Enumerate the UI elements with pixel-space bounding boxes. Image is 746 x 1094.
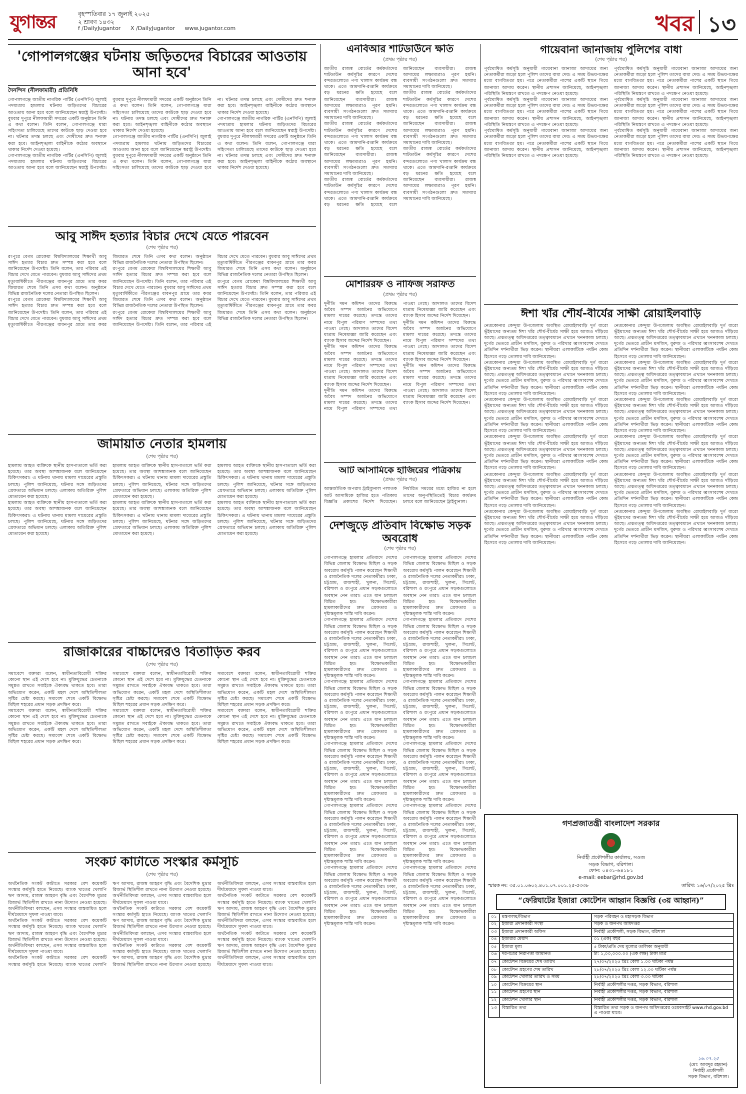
headline-sankat[interactable]: সংকট কাটাতে সংস্কার কর্মসূচি bbox=[85, 856, 239, 870]
signature-office: সড়ক বিভাগ, বরিশাল। bbox=[687, 1075, 729, 1080]
headline-deshjure[interactable]: দেশজুড়ে প্রতিবাদ বিক্ষোভ সড়ক অবরোধ bbox=[329, 520, 471, 545]
date-gregorian: বৃহস্পতিবার ১৭ জুলাই ২০২৫ bbox=[78, 11, 150, 18]
body-abu-sayeed: রংপুরে বেগম রোকেয়া বিশ্ববিদ্যালয়ের শিক্ষার্থী আবু সাঈদ হত্যার বিচার দ্রুত সম্পন্ন করা হবে বলে জানিয়েছেন উপদেষ্টা। তিনি বলেন, তার পরিবার এই বিচার দেখে যেতে পারবেন। বুধবার আবু সাঈদের প্রথম মৃত্যুবার্ষিকীতে পীরগঞ্জের বাবনপুর গ্রামে তার কবর জিয়ারত শেষে তিনি এসব কথা বলেন। অনুষ্ঠানে বিভিন্ন রাজনৈতিক দলের নেতারা উপস্থিত ছিলেন। রংপুরে বেগম রোকেয়া বিশ্ববিদ্যালয়ের শিক্ষার্থী আবু সাঈদ হত্যার বিচার দ্রুত সম্পন্ন করা হবে বলে জানিয়েছেন উপদেষ্টা। তিনি বলেন, তার পরিবার এই বিচার দেখে যেতে পারবেন। বুধবার আবু সাঈদের প্রথম মৃত্যুবার্ষিকীতে পীরগঞ্জের বাবনপুর গ্রামে তার কবর জিয়ারত শেষে তিনি এসব কথা বলেন। অনুষ্ঠানে বিভিন্ন রাজনৈতিক দলের নেতারা উপস্থিত ছিলেন। রংপুরে বেগম রোকেয়া বিশ্ববিদ্যালয়ের শিক্ষার্থী আবু সাঈদ হত্যার বিচার দ্রুত সম্পন্ন করা হবে বলে জানিয়েছেন উপদেষ্টা। তিনি বলেন, তার পরিবার এই বিচার দেখে যেতে পারবেন। বুধবার আবু সাঈদের প্রথম মৃত্যুবার্ষিকীতে পীরগঞ্জের বাবনপুর গ্রামে তার কবর জিয়ারত শেষে তিনি এসব কথা বলেন। অনুষ্ঠানে বিভিন্ন রাজনৈতিক দলের নেতারা উপস্থিত ছিলেন। রংপুরে বেগম রোকেয়া বিশ্ববিদ্যালয়ের শিক্ষার্থী আবু সাঈদ হত্যার বিচার দ্রুত সম্পন্ন করা হবে বলে জানিয়েছেন উপদেষ্টা। তিনি বলেন, তার পরিবার এই বিচার দেখে যেতে পারবেন। বুধবার আবু সাঈদের প্রথম মৃত্যুবার্ষিকীতে পীরগঞ্জের বাবনপুর গ্রামে তার কবর জিয়ারত শেষে তিনি এসব কথা বলেন। অনুষ্ঠানে বিভিন্ন রাজনৈতিক দলের নেতারা উপস্থিত ছিলেন। রংপুরে বেগম রোকেয়া বিশ্ববিদ্যালয়ের শিক্ষার্থী আবু সাঈদ হত্যার বিচার দ্রুত সম্পন্ন করা হবে বলে জানিয়েছেন উপদেষ্টা। তিনি বলেন, তার পরিবার এই বিচার দেখে যেতে পারবেন। বুধবার আবু সাঈদের প্রথম মৃত্যুবার্ষিকীতে পীরগঞ্জের বাবনপুর গ্রামে তার কবর জিয়ারত শেষে তিনি এসব কথা বলেন। অনুষ্ঠানে বিভিন্ন রাজনৈতিক দলের নেতারা উপস্থিত ছিলেন। bbox=[8, 254, 316, 329]
section-rule bbox=[8, 226, 316, 227]
notice-cell-value: বিস্তারিত তথ্য সড়ক ও জনপথ অধিদপ্তরের ওয়েবসাইট www.rhd.gov.bd এ পাওয়া যাবে। bbox=[591, 1005, 733, 1018]
body-shutdown: জাতীয় রাজস্ব বোর্ডের কর্মকর্তাদের শাটডাউন কর্মসূচির কারণে দেশের বন্দরগুলোতে পণ্য খালাস কার্যক্রম বন্ধ থাকে। এতে আমদানি-রপ্তানি কার্যক্রমে বড় ধরনের ক্ষতি হয়েছে বলে জানিয়েছেন ব্যবসায়ীরা। রাজস্ব আদায়ের লক্ষ্যমাত্রাও পূরণ হয়নি। ব্যবসায়ী সংগঠনগুলো দ্রুত সমস্যার সমাধানের দাবি জানিয়েছে। জাতীয় রাজস্ব বোর্ডের কর্মকর্তাদের শাটডাউন কর্মসূচির কারণে দেশের বন্দরগুলোতে পণ্য খালাস কার্যক্রম বন্ধ থাকে। এতে আমদানি-রপ্তানি কার্যক্রমে বড় ধরনের ক্ষতি হয়েছে বলে জানিয়েছেন ব্যবসায়ীরা। রাজস্ব আদায়ের লক্ষ্যমাত্রাও পূরণ হয়নি। ব্যবসায়ী সংগঠনগুলো দ্রুত সমস্যার সমাধানের দাবি জানিয়েছে। জাতীয় রাজস্ব বোর্ডের কর্মকর্তাদের শাটডাউন কর্মসূচির কারণে দেশের বন্দরগুলোতে পণ্য খালাস কার্যক্রম বন্ধ থাকে। এতে আমদানি-রপ্তানি কার্যক্রমে বড় ধরনের ক্ষতি হয়েছে বলে জানিয়েছেন ব্যবসায়ীরা। রাজস্ব আদায়ের লক্ষ্যমাত্রাও পূরণ হয়নি। ব্যবসায়ী সংগঠনগুলো দ্রুত সমস্যার সমাধানের দাবি জানিয়েছে। জাতীয় রাজস্ব বোর্ডের কর্মকর্তাদের শাটডাউন কর্মসূচির কারণে দেশের বন্দরগুলোতে পণ্য খালাস কার্যক্রম বন্ধ থাকে। এতে আমদানি-রপ্তানি কার্যক্রমে বড় ধরনের ক্ষতি হয়েছে বলে জানিয়েছেন ব্যবসায়ীরা। রাজস্ব আদায়ের লক্ষ্যমাত্রাও পূরণ হয়নি। ব্যবসায়ী সংগঠনগুলো দ্রুত সমস্যার সমাধানের দাবি জানিয়েছে। জাতীয় রাজস্ব বোর্ডের কর্মকর্তাদের শাটডাউন কর্মসূচির কারণে দেশের বন্দরগুলোতে পণ্য খালাস কার্যক্রম বন্ধ থাকে। এতে আমদানি-রপ্তানি কার্যক্রমে বড় ধরনের ক্ষতি হয়েছে বলে জানিয়েছেন ব্যবসায়ীরা। রাজস্ব আদায়ের লক্ষ্যমাত্রাও পূরণ হয়নি। ব্যবসায়ী সংগঠনগুলো দ্রুত সমস্যার সমাধানের দাবি জানিয়েছে। bbox=[324, 66, 476, 208]
kicker-deshjure: (শেষ পৃষ্ঠার পর) bbox=[384, 546, 416, 553]
notice-cell-sl: ১২ bbox=[489, 997, 500, 1005]
kicker-gaibandha: (শেষ পৃষ্ঠার পর) bbox=[595, 57, 627, 64]
story-isha-kha bbox=[484, 308, 738, 808]
notice-cell-label: ইজারা মূল্য bbox=[499, 944, 591, 952]
body-gopalganj: গোপালগঞ্জে জাতীয় নাগরিক পার্টির (এনসিপি) জুলাই পদযাত্রায় হামলার ঘটনায় জড়িতদের বিচারের আওতায় আনা হবে বলে জানিয়েছেন স্বরাষ্ট্র উপদেষ্টা। বুধবার দুপুরে নীলফামারী সদরের একটি অনুষ্ঠানে তিনি এ কথা বলেন। তিনি বলেন, গোপালগঞ্জে যারা সহিংসতা চালিয়েছে তাদের কাউকে ছাড় দেওয়া হবে না। ঘটনার তদন্ত চলছে এবং দোষীদের দ্রুত শনাক্ত করা হবে। আইনশৃঙ্খলা বাহিনীকে কঠোর অবস্থানে থাকার নির্দেশ দেওয়া হয়েছে। গোপালগঞ্জে জাতীয় নাগরিক পার্টির (এনসিপি) জুলাই পদযাত্রায় হামলার ঘটনায় জড়িতদের বিচারের আওতায় আনা হবে বলে জানিয়েছেন স্বরাষ্ট্র উপদেষ্টা। বুধবার দুপুরে নীলফামারী সদরের একটি অনুষ্ঠানে তিনি এ কথা বলেন। তিনি বলেন, গোপালগঞ্জে যারা সহিংসতা চালিয়েছে তাদের কাউকে ছাড় দেওয়া হবে না। ঘটনার তদন্ত চলছে এবং দোষীদের দ্রুত শনাক্ত করা হবে। আইনশৃঙ্খলা বাহিনীকে কঠোর অবস্থানে থাকার নির্দেশ দেওয়া হয়েছে। গোপালগঞ্জে জাতীয় নাগরিক পার্টির (এনসিপি) জুলাই পদযাত্রায় হামলার ঘটনায় জড়িতদের বিচারের আওতায় আনা হবে বলে জানিয়েছেন স্বরাষ্ট্র উপদেষ্টা। বুধবার দুপুরে নীলফামারী সদরের একটি অনুষ্ঠানে তিনি এ কথা বলেন। তিনি বলেন, গোপালগঞ্জে যারা সহিংসতা চালিয়েছে তাদের কাউকে ছাড় দেওয়া হবে না। ঘটনার তদন্ত চলছে এবং দোষীদের দ্রুত শনাক্ত করা হবে। আইনশৃঙ্খলা বাহিনীকে কঠোর অবস্থানে থাকার নির্দেশ দেওয়া হয়েছে। গোপালগঞ্জে জাতীয় নাগরিক পার্টির (এনসিপি) জুলাই পদযাত্রায় হামলার ঘটনায় জড়িতদের বিচারের আওতায় আনা হবে বলে জানিয়েছেন স্বরাষ্ট্র উপদেষ্টা। বুধবার দুপুরে নীলফামারী সদরের একটি অনুষ্ঠানে তিনি এ কথা বলেন। তিনি বলেন, গোপালগঞ্জে যারা সহিংসতা চালিয়েছে তাদের কাউকে ছাড় দেওয়া হবে না। ঘটনার তদন্ত চলছে এবং দোষীদের দ্রুত শনাক্ত করা হবে। আইনশৃঙ্খলা বাহিনীকে কঠোর অবস্থানে থাকার নির্দেশ দেওয়া হয়েছে। bbox=[8, 98, 316, 172]
notice-email[interactable]: e-mail: eebar@rhd.gov.bd bbox=[578, 874, 644, 881]
byline-gopalganj: দৈনন্দিন (নীলফামারী) প্রতিনিধি bbox=[8, 88, 78, 95]
body-jamaat: হামলায় আহত ব্যক্তিকে স্থানীয় হাসপাতালে ভর্তি করা হয়েছে। তার অবস্থা আশঙ্কাজনক বলে জানিয়েছেন চিকিৎসকরা। এ ঘটনায় থানায় মামলা দায়েরের প্রস্তুতি চলছে। পুলিশ জানিয়েছে, ঘটনার সঙ্গে জড়িতদের গ্রেফতারে অভিযান চলছে। এলাকায় অতিরিক্ত পুলিশ মোতায়েন করা হয়েছে। হামলায় আহত ব্যক্তিকে স্থানীয় হাসপাতালে ভর্তি করা হয়েছে। তার অবস্থা আশঙ্কাজনক বলে জানিয়েছেন চিকিৎসকরা। এ ঘটনায় থানায় মামলা দায়েরের প্রস্তুতি চলছে। পুলিশ জানিয়েছে, ঘটনার সঙ্গে জড়িতদের গ্রেফতারে অভিযান চলছে। এলাকায় অতিরিক্ত পুলিশ মোতায়েন করা হয়েছে। হামলায় আহত ব্যক্তিকে স্থানীয় হাসপাতালে ভর্তি করা হয়েছে। তার অবস্থা আশঙ্কাজনক বলে জানিয়েছেন চিকিৎসকরা। এ ঘটনায় থানায় মামলা দায়েরের প্রস্তুতি চলছে। পুলিশ জানিয়েছে, ঘটনার সঙ্গে জড়িতদের গ্রেফতারে অভিযান চলছে। এলাকায় অতিরিক্ত পুলিশ মোতায়েন করা হয়েছে। হামলায় আহত ব্যক্তিকে স্থানীয় হাসপাতালে ভর্তি করা হয়েছে। তার অবস্থা আশঙ্কাজনক বলে জানিয়েছেন চিকিৎসকরা। এ ঘটনায় থানায় মামলা দায়েরের প্রস্তুতি চলছে। পুলিশ জানিয়েছে, ঘটনার সঙ্গে জড়িতদের গ্রেফতারে অভিযান চলছে। এলাকায় অতিরিক্ত পুলিশ মোতায়েন করা হয়েছে। হামলায় আহত ব্যক্তিকে স্থানীয় হাসপাতালে ভর্তি করা হয়েছে। তার অবস্থা আশঙ্কাজনক বলে জানিয়েছেন চিকিৎসকরা। এ ঘটনায় থানায় মামলা দায়েরের প্রস্তুতি চলছে। পুলিশ জানিয়েছে, ঘটনার সঙ্গে জড়িতদের গ্রেফতারে অভিযান চলছে। এলাকায় অতিরিক্ত পুলিশ মোতায়েন করা হয়েছে। হামলায় আহত ব্যক্তিকে স্থানীয় হাসপাতালে ভর্তি করা হয়েছে। তার অবস্থা আশঙ্কাজনক বলে জানিয়েছেন চিকিৎসকরা। এ ঘটনায় থানায় মামলা দায়েরের প্রস্তুতি চলছে। পুলিশ জানিয়েছে, ঘটনার সঙ্গে জড়িতদের গ্রেফতারে অভিযান চলছে। এলাকায় অতিরিক্ত পুলিশ মোতায়েন করা হয়েছে। bbox=[8, 463, 316, 538]
story-deshjure bbox=[324, 520, 476, 1084]
kicker-atk: (প্রথম পৃষ্ঠার পর) bbox=[383, 477, 417, 484]
story-razakar bbox=[8, 646, 316, 846]
notice-cell-label: কোটেশন বিক্রয়ের শেষ তারিখ bbox=[499, 959, 591, 967]
notice-cell-label: ইজারা প্রদানকারী সংস্থা bbox=[499, 921, 591, 929]
notice-cell-value: ২৮/০৭/২০২৫ খ্রিঃ বেলা ১২.০০ ঘটিকা পর্যন্ত bbox=[591, 967, 733, 975]
body-sankat: অর্থনৈতিক সংকট কাটাতে সরকার বেশ কয়েকটি সংস্কার কর্মসূচি হাতে নিয়েছে। ব্যাংক খাতের খেলাপি ঋণ আদায়, রাজস্ব আহরণ বৃদ্ধি এবং বৈদেশিক মুদ্রার রিজার্ভ স্থিতিশীল রাখতে নানা উদ্যোগ নেওয়া হয়েছে। অর্থনীতিবিদরা বলছেন, এসব সংস্কার বাস্তবায়িত হলে দীর্ঘমেয়াদে সুফল পাওয়া যাবে। অর্থনৈতিক সংকট কাটাতে সরকার বেশ কয়েকটি সংস্কার কর্মসূচি হাতে নিয়েছে। ব্যাংক খাতের খেলাপি ঋণ আদায়, রাজস্ব আহরণ বৃদ্ধি এবং বৈদেশিক মুদ্রার রিজার্ভ স্থিতিশীল রাখতে নানা উদ্যোগ নেওয়া হয়েছে। অর্থনীতিবিদরা বলছেন, এসব সংস্কার বাস্তবায়িত হলে দীর্ঘমেয়াদে সুফল পাওয়া যাবে। অর্থনৈতিক সংকট কাটাতে সরকার বেশ কয়েকটি সংস্কার কর্মসূচি হাতে নিয়েছে। ব্যাংক খাতের খেলাপি ঋণ আদায়, রাজস্ব আহরণ বৃদ্ধি এবং বৈদেশিক মুদ্রার রিজার্ভ স্থিতিশীল রাখতে নানা উদ্যোগ নেওয়া হয়েছে। অর্থনীতিবিদরা বলছেন, এসব সংস্কার বাস্তবায়িত হলে দীর্ঘমেয়াদে সুফল পাওয়া যাবে। অর্থনৈতিক সংকট কাটাতে সরকার বেশ কয়েকটি সংস্কার কর্মসূচি হাতে নিয়েছে। ব্যাংক খাতের খেলাপি ঋণ আদায়, রাজস্ব আহরণ বৃদ্ধি এবং বৈদেশিক মুদ্রার রিজার্ভ স্থিতিশীল রাখতে নানা উদ্যোগ নেওয়া হয়েছে। অর্থনীতিবিদরা বলছেন, এসব সংস্কার বাস্তবায়িত হলে দীর্ঘমেয়াদে সুফল পাওয়া যাবে। অর্থনৈতিক সংকট কাটাতে সরকার বেশ কয়েকটি সংস্কার কর্মসূচি হাতে নিয়েছে। ব্যাংক খাতের খেলাপি ঋণ আদায়, রাজস্ব আহরণ বৃদ্ধি এবং বৈদেশিক মুদ্রার রিজার্ভ স্থিতিশীল রাখতে নানা উদ্যোগ নেওয়া হয়েছে। অর্থনীতিবিদরা বলছেন, এসব সংস্কার বাস্তবায়িত হলে দীর্ঘমেয়াদে সুফল পাওয়া যাবে। অর্থনৈতিক সংকট কাটাতে সরকার বেশ কয়েকটি সংস্কার কর্মসূচি হাতে নিয়েছে। ব্যাংক খাতের খেলাপি ঋণ আদায়, রাজস্ব আহরণ বৃদ্ধি এবং বৈদেশিক মুদ্রার রিজার্ভ স্থিতিশীল রাখতে নানা উদ্যোগ নেওয়া হয়েছে। অর্থনীতিবিদরা বলছেন, এসব সংস্কার বাস্তবায়িত হলে দীর্ঘমেয়াদে সুফল পাওয়া যাবে। অর্থনৈতিক সংকট কাটাতে সরকার বেশ কয়েকটি সংস্কার কর্মসূচি হাতে নিয়েছে। ব্যাংক খাতের খেলাপি ঋণ আদায়, রাজস্ব আহরণ বৃদ্ধি এবং বৈদেশিক মুদ্রার রিজার্ভ স্থিতিশীল রাখতে নানা উদ্যোগ নেওয়া হয়েছে। অর্থনীতিবিদরা বলছেন, এসব সংস্কার বাস্তবায়িত হলে দীর্ঘমেয়াদে সুফল পাওয়া যাবে। bbox=[8, 881, 316, 968]
notice-cell-label: কোটেশন খোলার তারিখ ও সময় bbox=[499, 974, 591, 982]
notice-table bbox=[488, 913, 734, 1018]
notice-cell-sl: ০৮ bbox=[489, 967, 500, 975]
notice-meta bbox=[488, 883, 734, 891]
kicker-razakar: (শেষ পৃষ্ঠার পর) bbox=[146, 661, 178, 668]
notice-cell-label: কোটেশন গ্রহণের স্থান bbox=[499, 989, 591, 997]
notice-cell-value: ২৮/০৭/২০২৫ খ্রিঃ বেলা ৩.০০ ঘটিকা bbox=[591, 974, 733, 982]
headline-razakar[interactable]: রাজাকারের বাচ্চাদেরও বিতাড়িত করব bbox=[63, 646, 261, 660]
notice-signature bbox=[688, 1057, 729, 1081]
body-isha-kha: নেত্রকোনার কেন্দুয়া উপজেলায় অবস্থিত রোয়াইলবাড়ি দুর্গ বারো ভূঁইয়াদের অন্যতম ঈশা খাঁর শৌর্য-বীর্যের সাক্ষী হয়ে আজও দাঁড়িয়ে আছে। প্রত্নতত্ত্ব অধিদপ্তরের তত্ত্বাবধানে এখানে খননকাজ চলছে। দুর্গের ভেতরে প্রাচীন মসজিদ, বুরুজ ও পরিখার ধ্বংসাবশেষ দেখতে প্রতিদিন দর্শনার্থীরা ভিড় করেন। স্থানীয়রা এলাকাটিকে পর্যটন কেন্দ্র হিসেবে গড়ে তোলার দাবি জানিয়েছেন। নেত্রকোনার কেন্দুয়া উপজেলায় অবস্থিত রোয়াইলবাড়ি দুর্গ বারো ভূঁইয়াদের অন্যতম ঈশা খাঁর শৌর্য-বীর্যের সাক্ষী হয়ে আজও দাঁড়িয়ে আছে। প্রত্নতত্ত্ব অধিদপ্তরের তত্ত্বাবধানে এখানে খননকাজ চলছে। দুর্গের ভেতরে প্রাচীন মসজিদ, বুরুজ ও পরিখার ধ্বংসাবশেষ দেখতে প্রতিদিন দর্শনার্থীরা ভিড় করেন। স্থানীয়রা এলাকাটিকে পর্যটন কেন্দ্র হিসেবে গড়ে তোলার দাবি জানিয়েছেন। নেত্রকোনার কেন্দুয়া উপজেলায় অবস্থিত রোয়াইলবাড়ি দুর্গ বারো ভূঁইয়াদের অন্যতম ঈশা খাঁর শৌর্য-বীর্যের সাক্ষী হয়ে আজও দাঁড়িয়ে আছে। প্রত্নতত্ত্ব অধিদপ্তরের তত্ত্বাবধানে এখানে খননকাজ চলছে। দুর্গের ভেতরে প্রাচীন মসজিদ, বুরুজ ও পরিখার ধ্বংসাবশেষ দেখতে প্রতিদিন দর্শনার্থীরা ভিড় করেন। স্থানীয়রা এলাকাটিকে পর্যটন কেন্দ্র হিসেবে গড়ে তোলার দাবি জানিয়েছেন। নেত্রকোনার কেন্দুয়া উপজেলায় অবস্থিত রোয়াইলবাড়ি দুর্গ বারো ভূঁইয়াদের অন্যতম ঈশা খাঁর শৌর্য-বীর্যের সাক্ষী হয়ে আজও দাঁড়িয়ে আছে। প্রত্নতত্ত্ব অধিদপ্তরের তত্ত্বাবধানে এখানে খননকাজ চলছে। দুর্গের ভেতরে প্রাচীন মসজিদ, বুরুজ ও পরিখার ধ্বংসাবশেষ দেখতে প্রতিদিন দর্শনার্থীরা ভিড় করেন। স্থানীয়রা এলাকাটিকে পর্যটন কেন্দ্র হিসেবে গড়ে তোলার দাবি জানিয়েছেন। নেত্রকোনার কেন্দুয়া উপজেলায় অবস্থিত রোয়াইলবাড়ি দুর্গ বারো ভূঁইয়াদের অন্যতম ঈশা খাঁর শৌর্য-বীর্যের সাক্ষী হয়ে আজও দাঁড়িয়ে আছে। প্রত্নতত্ত্ব অধিদপ্তরের তত্ত্বাবধানে এখানে খননকাজ চলছে। দুর্গের ভেতরে প্রাচীন মসজিদ, বুরুজ ও পরিখার ধ্বংসাবশেষ দেখতে প্রতিদিন দর্শনার্থীরা ভিড় করেন। স্থানীয়রা এলাকাটিকে পর্যটন কেন্দ্র হিসেবে গড়ে তোলার দাবি জানিয়েছেন। নেত্রকোনার কেন্দুয়া উপজেলায় অবস্থিত রোয়াইলবাড়ি দুর্গ বারো ভূঁইয়াদের অন্যতম ঈশা খাঁর শৌর্য-বীর্যের সাক্ষী হয়ে আজও দাঁড়িয়ে আছে। প্রত্নতত্ত্ব অধিদপ্তরের তত্ত্বাবধানে এখানে খননকাজ চলছে। দুর্গের ভেতরে প্রাচীন মসজিদ, বুরুজ ও পরিখার ধ্বংসাবশেষ দেখতে প্রতিদিন দর্শনার্থীরা ভিড় করেন। স্থানীয়রা এলাকাটিকে পর্যটন কেন্দ্র হিসেবে গড়ে তোলার দাবি জানিয়েছেন। নেত্রকোনার কেন্দুয়া উপজেলায় অবস্থিত রোয়াইলবাড়ি দুর্গ বারো ভূঁইয়াদের অন্যতম ঈশা খাঁর শৌর্য-বীর্যের সাক্ষী হয়ে আজও দাঁড়িয়ে আছে। প্রত্নতত্ত্ব অধিদপ্তরের তত্ত্বাবধানে এখানে খননকাজ চলছে। দুর্গের ভেতরে প্রাচীন মসজিদ, বুরুজ ও পরিখার ধ্বংসাবশেষ দেখতে প্রতিদিন দর্শনার্থীরা ভিড় করেন। স্থানীয়রা এলাকাটিকে পর্যটন কেন্দ্র হিসেবে গড়ে তোলার দাবি জানিয়েছেন। নেত্রকোনার কেন্দুয়া উপজেলায় অবস্থিত রোয়াইলবাড়ি দুর্গ বারো ভূঁইয়াদের অন্যতম ঈশা খাঁর শৌর্য-বীর্যের সাক্ষী হয়ে আজও দাঁড়িয়ে আছে। প্রত্নতত্ত্ব অধিদপ্তরের তত্ত্বাবধানে এখানে খননকাজ চলছে। দুর্গের ভেতরে প্রাচীন মসজিদ, বুরুজ ও পরিখার ধ্বংসাবশেষ দেখতে প্রতিদিন দর্শনার্থীরা ভিড় করেন। স্থানীয়রা এলাকাটিকে পর্যটন কেন্দ্র হিসেবে গড়ে তোলার দাবি জানিয়েছেন। নেত্রকোনার কেন্দুয়া উপজেলায় অবস্থিত রোয়াইলবাড়ি দুর্গ বারো ভূঁইয়াদের অন্যতম ঈশা খাঁর শৌর্য-বীর্যের সাক্ষী হয়ে আজও দাঁড়িয়ে আছে। প্রত্নতত্ত্ব অধিদপ্তরের তত্ত্বাবধানে এখানে খননকাজ চলছে। দুর্গের ভেতরে প্রাচীন মসজিদ, বুরুজ ও পরিখার ধ্বংসাবশেষ দেখতে প্রতিদিন দর্শনার্থীরা ভিড় করেন। স্থানীয়রা এলাকাটিকে পর্যটন কেন্দ্র হিসেবে গড়ে তোলার দাবি জানিয়েছেন। নেত্রকোনার কেন্দুয়া উপজেলায় অবস্থিত রোয়াইলবাড়ি দুর্গ বারো ভূঁইয়াদের অন্যতম ঈশা খাঁর শৌর্য-বীর্যের সাক্ষী হয়ে আজও দাঁড়িয়ে আছে। প্রত্নতত্ত্ব অধিদপ্তরের তত্ত্বাবধানে এখানে খননকাজ চলছে। দুর্গের ভেতরে প্রাচীন মসজিদ, বুরুজ ও পরিখার ধ্বংসাবশেষ দেখতে প্রতিদিন দর্শনার্থীরা ভিড় করেন। স্থানীয়রা এলাকাটিকে পর্যটন কেন্দ্র হিসেবে গড়ে তোলার দাবি জানিয়েছেন। নেত্রকোনার কেন্দুয়া উপজেলায় অবস্থিত রোয়াইলবাড়ি দুর্গ বারো ভূঁইয়াদের অন্যতম ঈশা খাঁর শৌর্য-বীর্যের সাক্ষী হয়ে আজও দাঁড়িয়ে আছে। প্রত্নতত্ত্ব অধিদপ্তরের তত্ত্বাবধানে এখানে খননকাজ চলছে। দুর্গের ভেতরে প্রাচীন মসজিদ, বুরুজ ও পরিখার ধ্বংসাবশেষ দেখতে প্রতিদিন দর্শনার্থীরা ভিড় করেন। স্থানীয়রা এলাকাটিকে পর্যটন কেন্দ্র হিসেবে গড়ে তোলার দাবি জানিয়েছেন। নেত্রকোনার কেন্দুয়া উপজেলায় অবস্থিত রোয়াইলবাড়ি দুর্গ বারো ভূঁইয়াদের অন্যতম ঈশা খাঁর শৌর্য-বীর্যের সাক্ষী হয়ে আজও দাঁড়িয়ে আছে। প্রত্নতত্ত্ব অধিদপ্তরের তত্ত্বাবধানে এখানে খননকাজ চলছে। দুর্গের ভেতরে প্রাচীন মসজিদ, বুরুজ ও পরিখার ধ্বংসাবশেষ দেখতে প্রতিদিন দর্শনার্থীরা ভিড় করেন। স্থানীয়রা এলাকাটিকে পর্যটন কেন্দ্র হিসেবে গড়ে তোলার দাবি জানিয়েছেন। bbox=[484, 323, 738, 546]
notice-row bbox=[489, 982, 734, 990]
section-rule bbox=[324, 276, 476, 277]
notice-date: তারিখ: ১৬/০৭/২০২৫ খ্রিঃ bbox=[681, 884, 734, 889]
notice-cell-value: সড়ক ও জনপথ অধিদপ্তর bbox=[591, 921, 733, 929]
section-rule bbox=[8, 642, 316, 643]
newspaper-page bbox=[8, 6, 738, 1088]
notice-row bbox=[489, 944, 734, 952]
headline-atk[interactable]: আট আসামিকে হাজিরের পত্রিকায় bbox=[338, 466, 462, 476]
notice-cell-sl: ০৪ bbox=[489, 936, 500, 944]
notice-cell-value: ২৭/০৭/২০২৫ খ্রিঃ বেলা ১.০০ ঘটিকা পর্যন্ত bbox=[591, 959, 733, 967]
section-rule bbox=[484, 304, 738, 305]
notice-cell-value: নির্বাহী প্রকৌশলীর দপ্তর, সড়ক বিভাগ, বরিশাল bbox=[591, 997, 733, 1005]
section-title: খবর bbox=[655, 11, 694, 37]
notice-cell-label: কোটেশন খোলার স্থান bbox=[499, 997, 591, 1005]
notice-row bbox=[489, 997, 734, 1005]
notice-cell-value: ৫ টাকা/প্রতি দেয় মূল্যের তালিকা অনুযায়ী bbox=[591, 944, 733, 952]
notice-cell-value: টা: ১,০০,০০০.০০ (এক লক্ষ) টাকা মাত্র bbox=[591, 951, 733, 959]
signature-date: ১৬.০৭.২৫ bbox=[698, 1057, 719, 1062]
headline-mosharraf[interactable]: মোশাররফ ও নাফিজ সরাফত bbox=[345, 280, 455, 290]
notice-row bbox=[489, 951, 734, 959]
headline-gopalganj[interactable]: 'গোপালগঞ্জের ঘটনায় জড়িতদের বিচারের আওতায় আনা হবে' bbox=[8, 44, 316, 86]
section-rule bbox=[8, 434, 316, 435]
notice-cell-sl: ০৫ bbox=[489, 944, 500, 952]
story-abu-sayeed bbox=[8, 230, 316, 430]
story-gaibandha bbox=[484, 44, 738, 300]
body-razakar: সমাবেশে বক্তারা বলেন, স্বাধীনতাবিরোধী শক্তির কোনো স্থান এই দেশে হবে না। মুক্তিযুদ্ধের চেতনাকে সমুন্নত রাখতে সবাইকে ঐক্যবদ্ধ থাকতে হবে। তারা অভিযোগ করেন, একটি মহল দেশে অস্থিতিশীলতা সৃষ্টির চেষ্টা করছে। সমাবেশ শেষে একটি বিক্ষোভ মিছিল শহরের প্রধান সড়ক প্রদক্ষিণ করে। সমাবেশে বক্তারা বলেন, স্বাধীনতাবিরোধী শক্তির কোনো স্থান এই দেশে হবে না। মুক্তিযুদ্ধের চেতনাকে সমুন্নত রাখতে সবাইকে ঐক্যবদ্ধ থাকতে হবে। তারা অভিযোগ করেন, একটি মহল দেশে অস্থিতিশীলতা সৃষ্টির চেষ্টা করছে। সমাবেশ শেষে একটি বিক্ষোভ মিছিল শহরের প্রধান সড়ক প্রদক্ষিণ করে। সমাবেশে বক্তারা বলেন, স্বাধীনতাবিরোধী শক্তির কোনো স্থান এই দেশে হবে না। মুক্তিযুদ্ধের চেতনাকে সমুন্নত রাখতে সবাইকে ঐক্যবদ্ধ থাকতে হবে। তারা অভিযোগ করেন, একটি মহল দেশে অস্থিতিশীলতা সৃষ্টির চেষ্টা করছে। সমাবেশ শেষে একটি বিক্ষোভ মিছিল শহরের প্রধান সড়ক প্রদক্ষিণ করে। সমাবেশে বক্তারা বলেন, স্বাধীনতাবিরোধী শক্তির কোনো স্থান এই দেশে হবে না। মুক্তিযুদ্ধের চেতনাকে সমুন্নত রাখতে সবাইকে ঐক্যবদ্ধ থাকতে হবে। তারা অভিযোগ করেন, একটি মহল দেশে অস্থিতিশীলতা সৃষ্টির চেষ্টা করছে। সমাবেশ শেষে একটি বিক্ষোভ মিছিল শহরের প্রধান সড়ক প্রদক্ষিণ করে। সমাবেশে বক্তারা বলেন, স্বাধীনতাবিরোধী শক্তির কোনো স্থান এই দেশে হবে না। মুক্তিযুদ্ধের চেতনাকে সমুন্নত রাখতে সবাইকে ঐক্যবদ্ধ থাকতে হবে। তারা অভিযোগ করেন, একটি মহল দেশে অস্থিতিশীলতা সৃষ্টির চেষ্টা করছে। সমাবেশ শেষে একটি বিক্ষোভ মিছিল শহরের প্রধান সড়ক প্রদক্ষিণ করে। সমাবেশে বক্তারা বলেন, স্বাধীনতাবিরোধী শক্তির কোনো স্থান এই দেশে হবে না। মুক্তিযুদ্ধের চেতনাকে সমুন্নত রাখতে সবাইকে ঐক্যবদ্ধ থাকতে হবে। তারা অভিযোগ করেন, একটি মহল দেশে অস্থিতিশীলতা সৃষ্টির চেষ্টা করছে। সমাবেশ শেষে একটি বিক্ষোভ মিছিল শহরের প্রধান সড়ক প্রদক্ষিণ করে। bbox=[8, 671, 316, 746]
notice-cell-label: ইজারা প্রদানকারী অফিস bbox=[499, 929, 591, 937]
notice-cell-label: ইজারার মেয়াদ bbox=[499, 936, 591, 944]
notice-row bbox=[489, 914, 734, 922]
notice-cell-sl: ০১ bbox=[489, 914, 500, 922]
government-emblem-icon bbox=[601, 833, 621, 853]
body-deshjure: গোপালগঞ্জে হামলার প্রতিবাদে দেশের বিভিন্ন জেলায় বিক্ষোভ মিছিল ও সড়ক অবরোধ কর্মসূচি পালন করেছেন শিক্ষার্থী ও রাজনৈতিক দলের নেতাকর্মীরা। ঢাকা, চট্টগ্রাম, রাজশাহী, খুলনা, সিলেট, বরিশাল ও রংপুরে প্রধান সড়কগুলোতে অবস্থান নেন তারা। এতে যান চলাচল বিঘ্নিত হয়। বিক্ষোভকারীরা হামলাকারীদের দ্রুত গ্রেফতার ও দৃষ্টান্তমূলক শাস্তি দাবি করেন। গোপালগঞ্জে হামলার প্রতিবাদে দেশের বিভিন্ন জেলায় বিক্ষোভ মিছিল ও সড়ক অবরোধ কর্মসূচি পালন করেছেন শিক্ষার্থী ও রাজনৈতিক দলের নেতাকর্মীরা। ঢাকা, চট্টগ্রাম, রাজশাহী, খুলনা, সিলেট, বরিশাল ও রংপুরে প্রধান সড়কগুলোতে অবস্থান নেন তারা। এতে যান চলাচল বিঘ্নিত হয়। বিক্ষোভকারীরা হামলাকারীদের দ্রুত গ্রেফতার ও দৃষ্টান্তমূলক শাস্তি দাবি করেন। গোপালগঞ্জে হামলার প্রতিবাদে দেশের বিভিন্ন জেলায় বিক্ষোভ মিছিল ও সড়ক অবরোধ কর্মসূচি পালন করেছেন শিক্ষার্থী ও রাজনৈতিক দলের নেতাকর্মীরা। ঢাকা, চট্টগ্রাম, রাজশাহী, খুলনা, সিলেট, বরিশাল ও রংপুরে প্রধান সড়কগুলোতে অবস্থান নেন তারা। এতে যান চলাচল বিঘ্নিত হয়। বিক্ষোভকারীরা হামলাকারীদের দ্রুত গ্রেফতার ও দৃষ্টান্তমূলক শাস্তি দাবি করেন। গোপালগঞ্জে হামলার প্রতিবাদে দেশের বিভিন্ন জেলায় বিক্ষোভ মিছিল ও সড়ক অবরোধ কর্মসূচি পালন করেছেন শিক্ষার্থী ও রাজনৈতিক দলের নেতাকর্মীরা। ঢাকা, চট্টগ্রাম, রাজশাহী, খুলনা, সিলেট, বরিশাল ও রংপুরে প্রধান সড়কগুলোতে অবস্থান নেন তারা। এতে যান চলাচল বিঘ্নিত হয়। বিক্ষোভকারীরা হামলাকারীদের দ্রুত গ্রেফতার ও দৃষ্টান্তমূলক শাস্তি দাবি করেন। গোপালগঞ্জে হামলার প্রতিবাদে দেশের বিভিন্ন জেলায় বিক্ষোভ মিছিল ও সড়ক অবরোধ কর্মসূচি পালন করেছেন শিক্ষার্থী ও রাজনৈতিক দলের নেতাকর্মীরা। ঢাকা, চট্টগ্রাম, রাজশাহী, খুলনা, সিলেট, বরিশাল ও রংপুরে প্রধান সড়কগুলোতে অবস্থান নেন তারা। এতে যান চলাচল বিঘ্নিত হয়। বিক্ষোভকারীরা হামলাকারীদের দ্রুত গ্রেফতার ও দৃষ্টান্তমূলক শাস্তি দাবি করেন। গোপালগঞ্জে হামলার প্রতিবাদে দেশের বিভিন্ন জেলায় বিক্ষোভ মিছিল ও সড়ক অবরোধ কর্মসূচি পালন করেছেন শিক্ষার্থী ও রাজনৈতিক দলের নেতাকর্মীরা। ঢাকা, চট্টগ্রাম, রাজশাহী, খুলনা, সিলেট, বরিশাল ও রংপুরে প্রধান সড়কগুলোতে অবস্থান নেন তারা। এতে যান চলাচল বিঘ্নিত হয়। বিক্ষোভকারীরা হামলাকারীদের দ্রুত গ্রেফতার ও দৃষ্টান্তমূলক শাস্তি দাবি করেন। গোপালগঞ্জে হামলার প্রতিবাদে দেশের বিভিন্ন জেলায় বিক্ষোভ মিছিল ও সড়ক অবরোধ কর্মসূচি পালন করেছেন শিক্ষার্থী ও রাজনৈতিক দলের নেতাকর্মীরা। ঢাকা, চট্টগ্রাম, রাজশাহী, খুলনা, সিলেট, বরিশাল ও রংপুরে প্রধান সড়কগুলোতে অবস্থান নেন তারা। এতে যান চলাচল বিঘ্নিত হয়। বিক্ষোভকারীরা হামলাকারীদের দ্রুত গ্রেফতার ও দৃষ্টান্তমূলক শাস্তি দাবি করেন। গোপালগঞ্জে হামলার প্রতিবাদে দেশের বিভিন্ন জেলায় বিক্ষোভ মিছিল ও সড়ক অবরোধ কর্মসূচি পালন করেছেন শিক্ষার্থী ও রাজনৈতিক দলের নেতাকর্মীরা। ঢাকা, চট্টগ্রাম, রাজশাহী, খুলনা, সিলেট, বরিশাল ও রংপুরে প্রধান সড়কগুলোতে অবস্থান নেন তারা। এতে যান চলাচল বিঘ্নিত হয়। বিক্ষোভকারীরা হামলাকারীদের দ্রুত গ্রেফতার ও দৃষ্টান্তমূলক শাস্তি দাবি করেন। গোপালগঞ্জে হামলার প্রতিবাদে দেশের বিভিন্ন জেলায় বিক্ষোভ মিছিল ও সড়ক অবরোধ কর্মসূচি পালন করেছেন শিক্ষার্থী ও রাজনৈতিক দলের নেতাকর্মীরা। ঢাকা, চট্টগ্রাম, রাজশাহী, খুলনা, সিলেট, বরিশাল ও রংপুরে প্রধান সড়কগুলোতে অবস্থান নেন তারা। এতে যান চলাচল বিঘ্নিত হয়। বিক্ষোভকারীরা হামলাকারীদের দ্রুত গ্রেফতার ও দৃষ্টান্তমূলক শাস্তি দাবি করেন। গোপালগঞ্জে হামলার প্রতিবাদে দেশের বিভিন্ন জেলায় বিক্ষোভ মিছিল ও সড়ক অবরোধ কর্মসূচি পালন করেছেন শিক্ষার্থী ও রাজনৈতিক দলের নেতাকর্মীরা। ঢাকা, চট্টগ্রাম, রাজশাহী, খুলনা, সিলেট, বরিশাল ও রংপুরে প্রধান সড়কগুলোতে অবস্থান নেন তারা। এতে যান চলাচল বিঘ্নিত হয়। বিক্ষোভকারীরা হামলাকারীদের দ্রুত গ্রেফতার ও দৃষ্টান্তমূলক শাস্তি দাবি করেন। গোপালগঞ্জে হামলার প্রতিবাদে দেশের বিভিন্ন জেলায় বিক্ষোভ মিছিল ও সড়ক অবরোধ কর্মসূচি পালন করেছেন শিক্ষার্থী ও রাজনৈতিক দলের নেতাকর্মীরা। ঢাকা, চট্টগ্রাম, রাজশাহী, খুলনা, সিলেট, বরিশাল ও রংপুরে প্রধান সড়কগুলোতে অবস্থান নেন তারা। এতে যান চলাচল বিঘ্নিত হয়। বিক্ষোভকারীরা হামলাকারীদের দ্রুত গ্রেফতার ও দৃষ্টান্তমূলক শাস্তি দাবি করেন। গোপালগঞ্জে হামলার প্রতিবাদে দেশের বিভিন্ন জেলায় বিক্ষোভ মিছিল ও সড়ক অবরোধ কর্মসূচি পালন করেছেন শিক্ষার্থী ও রাজনৈতিক দলের নেতাকর্মীরা। ঢাকা, চট্টগ্রাম, রাজশাহী, খুলনা, সিলেট, বরিশাল ও রংপুরে প্রধান সড়কগুলোতে অবস্থান নেন তারা। এতে যান চলাচল বিঘ্নিত হয়। বিক্ষোভকারীরা হামলাকারীদের দ্রুত গ্রেফতার ও দৃষ্টান্তমূলক শাস্তি দাবি করেন। bbox=[324, 556, 476, 928]
page-number: ১৩ bbox=[707, 12, 736, 38]
body-atk: আন্তর্জাতিক অপরাধ ট্রাইব্যুনাল পলাতক আট আসামিকে হাজির হতে পত্রিকায় বিজ্ঞপ্তি প্রকাশের নির্দেশ দিয়েছেন। নির্ধারিত সময়ের মধ্যে হাজির না হলে তাদের অনুপস্থিতিতেই বিচার কার্যক্রম চলবে বলে জানিয়েছেন ট্রাইব্যুনাল। bbox=[324, 487, 476, 505]
date-bangla: ২ শ্রাবণ ১৪৩২ bbox=[78, 19, 115, 26]
notice-cell-label: দরপত্রের নিরাপত্তা জামানত bbox=[499, 951, 591, 959]
notice-cell-value: ০১ (এক) বছর bbox=[591, 936, 733, 944]
notice-office: নির্বাহী প্রকৌশলীর কার্যালয়, সওজ bbox=[576, 855, 645, 861]
signature-name: (মো: আবদুর রহমান) bbox=[689, 1063, 728, 1068]
notice-cell-sl: ০৯ bbox=[489, 974, 500, 982]
body-mosharraf: দুর্নীতি দমন কমিশন তাদের বিরুদ্ধে অবৈধ সম্পদ অর্জনের অভিযোগে মামলা দায়ের করেছে। তদন্তে তাদের নামে বিপুল পরিমাণ সম্পদের তথ্য পাওয়া গেছে। আদালত তাদের বিদেশ যাত্রায় নিষেধাজ্ঞা জারি করেছেন এবং ব্যাংক হিসাব জব্দের নির্দেশ দিয়েছেন। দুর্নীতি দমন কমিশন তাদের বিরুদ্ধে অবৈধ সম্পদ অর্জনের অভিযোগে মামলা দায়ের করেছে। তদন্তে তাদের নামে বিপুল পরিমাণ সম্পদের তথ্য পাওয়া গেছে। আদালত তাদের বিদেশ যাত্রায় নিষেধাজ্ঞা জারি করেছেন এবং ব্যাংক হিসাব জব্দের নির্দেশ দিয়েছেন। দুর্নীতি দমন কমিশন তাদের বিরুদ্ধে অবৈধ সম্পদ অর্জনের অভিযোগে মামলা দায়ের করেছে। তদন্তে তাদের নামে বিপুল পরিমাণ সম্পদের তথ্য পাওয়া গেছে। আদালত তাদের বিদেশ যাত্রায় নিষেধাজ্ঞা জারি করেছেন এবং ব্যাংক হিসাব জব্দের নির্দেশ দিয়েছেন। দুর্নীতি দমন কমিশন তাদের বিরুদ্ধে অবৈধ সম্পদ অর্জনের অভিযোগে মামলা দায়ের করেছে। তদন্তে তাদের নামে বিপুল পরিমাণ সম্পদের তথ্য পাওয়া গেছে। আদালত তাদের বিদেশ যাত্রায় নিষেধাজ্ঞা জারি করেছেন এবং ব্যাংক হিসাব জব্দের নির্দেশ দিয়েছেন। দুর্নীতি দমন কমিশন তাদের বিরুদ্ধে অবৈধ সম্পদ অর্জনের অভিযোগে মামলা দায়ের করেছে। তদন্তে তাদের নামে বিপুল পরিমাণ সম্পদের তথ্য পাওয়া গেছে। আদালত তাদের বিদেশ যাত্রায় নিষেধাজ্ঞা জারি করেছেন এবং ব্যাংক হিসাব জব্দের নির্দেশ দিয়েছেন। bbox=[324, 301, 476, 413]
headline-jamaat[interactable]: জামায়াত নেতার হামলায় bbox=[97, 438, 227, 452]
section-rule bbox=[324, 462, 476, 463]
notice-title: “ফেরিঘাটের ইজারা কোটেশন আহ্বান বিজ্ঞপ্তি (৩য় আহ্বান)” bbox=[496, 894, 726, 910]
notice-cell-sl: ১০ bbox=[489, 982, 500, 990]
dateline bbox=[78, 11, 150, 27]
notice-cell-sl: ১৩ bbox=[489, 1005, 500, 1018]
notice-division: সড়ক বিভাগ, বরিশাল। bbox=[588, 861, 634, 868]
notice-cell-label: কোটেশন গ্রহণের শেষ তারিখ bbox=[499, 967, 591, 975]
kicker-shutdown: (প্রথম পৃষ্ঠার পর) bbox=[383, 56, 417, 63]
notice-phone: ফোন: ০৪৩১-৬৪১৮১ bbox=[588, 868, 634, 874]
kicker-sankat: (শেষ পৃষ্ঠার পর) bbox=[146, 871, 178, 878]
notice-cell-sl: ০২ bbox=[489, 921, 500, 929]
column-divider bbox=[480, 44, 481, 809]
notice-row bbox=[489, 974, 734, 982]
section-divider bbox=[699, 10, 701, 34]
notice-government: গণপ্রজাতন্ত্রী বাংলাদেশ সরকার bbox=[562, 818, 660, 828]
headline-shutdown[interactable]: এনবিআর শাটডাউনে ক্ষতি bbox=[346, 44, 454, 55]
notice-row bbox=[489, 1005, 734, 1018]
story-sankat bbox=[8, 856, 316, 1086]
notice-cell-label: মন্ত্রণালয়/বিভাগ bbox=[499, 914, 591, 922]
notice-cell-value: নির্বাহী প্রকৌশলীর দপ্তর, সড়ক বিভাগ, বরিশাল bbox=[591, 989, 733, 997]
notice-row bbox=[489, 959, 734, 967]
notice-cell-sl: ০৬ bbox=[489, 951, 500, 959]
notice-row bbox=[489, 921, 734, 929]
kicker-mosharraf: (প্রথম পৃষ্ঠার পর) bbox=[383, 291, 417, 298]
headline-abu-sayeed[interactable]: আবু সাঈদ হত্যার বিচার দেখে যেতে পারবেন bbox=[55, 230, 269, 243]
notice-cell-label: বিস্তারিত তথ্য bbox=[499, 1005, 591, 1018]
notice-row bbox=[489, 929, 734, 937]
notice-cell-label: কোটেশন বিক্রয়ের স্থান bbox=[499, 982, 591, 990]
notice-cell-sl: ১১ bbox=[489, 989, 500, 997]
social-links bbox=[78, 26, 244, 32]
notice-cell-value: নির্বাহী প্রকৌশলীর দপ্তর, সড়ক বিভাগ, বরিশাল bbox=[591, 982, 733, 990]
x-link[interactable]: X /DailyJugantor bbox=[130, 26, 175, 32]
notice-row bbox=[489, 936, 734, 944]
story-atk bbox=[324, 466, 476, 514]
notice-cell-value: সড়ক পরিবহন ও মহাসড়ক বিভাগ bbox=[591, 914, 733, 922]
body-gaibandha: পূর্বঘোষিত কর্মসূচি অনুযায়ী গায়েবানা জানাজা আদায়ের জন্য নেতাকর্মীরা জড়ো হলে পুলিশ তাদের বাধা দেয়। এ সময় উভয়পক্ষের মধ্যে বাগবিতণ্ডা হয়। পরে নেতাকর্মীরা পাশের একটি স্থানে গিয়ে জানাজা আদায় করেন। স্থানীয় প্রশাসন জানিয়েছে, আইনশৃঙ্খলা পরিস্থিতি নিয়ন্ত্রণে রাখতে এ পদক্ষেপ নেওয়া হয়েছে। পূর্বঘোষিত কর্মসূচি অনুযায়ী গায়েবানা জানাজা আদায়ের জন্য নেতাকর্মীরা জড়ো হলে পুলিশ তাদের বাধা দেয়। এ সময় উভয়পক্ষের মধ্যে বাগবিতণ্ডা হয়। পরে নেতাকর্মীরা পাশের একটি স্থানে গিয়ে জানাজা আদায় করেন। স্থানীয় প্রশাসন জানিয়েছে, আইনশৃঙ্খলা পরিস্থিতি নিয়ন্ত্রণে রাখতে এ পদক্ষেপ নেওয়া হয়েছে। পূর্বঘোষিত কর্মসূচি অনুযায়ী গায়েবানা জানাজা আদায়ের জন্য নেতাকর্মীরা জড়ো হলে পুলিশ তাদের বাধা দেয়। এ সময় উভয়পক্ষের মধ্যে বাগবিতণ্ডা হয়। পরে নেতাকর্মীরা পাশের একটি স্থানে গিয়ে জানাজা আদায় করেন। স্থানীয় প্রশাসন জানিয়েছে, আইনশৃঙ্খলা পরিস্থিতি নিয়ন্ত্রণে রাখতে এ পদক্ষেপ নেওয়া হয়েছে। পূর্বঘোষিত কর্মসূচি অনুযায়ী গায়েবানা জানাজা আদায়ের জন্য নেতাকর্মীরা জড়ো হলে পুলিশ তাদের বাধা দেয়। এ সময় উভয়পক্ষের মধ্যে বাগবিতণ্ডা হয়। পরে নেতাকর্মীরা পাশের একটি স্থানে গিয়ে জানাজা আদায় করেন। স্থানীয় প্রশাসন জানিয়েছে, আইনশৃঙ্খলা পরিস্থিতি নিয়ন্ত্রণে রাখতে এ পদক্ষেপ নেওয়া হয়েছে। পূর্বঘোষিত কর্মসূচি অনুযায়ী গায়েবানা জানাজা আদায়ের জন্য নেতাকর্মীরা জড়ো হলে পুলিশ তাদের বাধা দেয়। এ সময় উভয়পক্ষের মধ্যে বাগবিতণ্ডা হয়। পরে নেতাকর্মীরা পাশের একটি স্থানে গিয়ে জানাজা আদায় করেন। স্থানীয় প্রশাসন জানিয়েছে, আইনশৃঙ্খলা পরিস্থিতি নিয়ন্ত্রণে রাখতে এ পদক্ষেপ নেওয়া হয়েছে। পূর্বঘোষিত কর্মসূচি অনুযায়ী গায়েবানা জানাজা আদায়ের জন্য নেতাকর্মীরা জড়ো হলে পুলিশ তাদের বাধা দেয়। এ সময় উভয়পক্ষের মধ্যে বাগবিতণ্ডা হয়। পরে নেতাকর্মীরা পাশের একটি স্থানে গিয়ে জানাজা আদায় করেন। স্থানীয় প্রশাসন জানিয়েছে, আইনশৃঙ্খলা পরিস্থিতি নিয়ন্ত্রণে রাখতে এ পদক্ষেপ নেওয়া হয়েছে। bbox=[484, 67, 738, 159]
notice-cell-sl: ০৭ bbox=[489, 959, 500, 967]
story-shutdown bbox=[324, 44, 476, 272]
newspaper-logo: যুগান্তর bbox=[10, 12, 56, 33]
column-divider bbox=[320, 44, 321, 1084]
notice-memo: স্মারক নং: ৩৫.০১.০৬০২.৪০১.০৭.০০১.২৫-৫৩৩৮ bbox=[488, 884, 589, 889]
website-link[interactable]: www.jugantor.com bbox=[184, 26, 236, 32]
story-jamaat bbox=[8, 438, 316, 638]
story-mosharraf bbox=[324, 280, 476, 458]
kicker-abu-sayeed: (শেষ পৃষ্ঠার পর) bbox=[146, 244, 178, 251]
notice-row bbox=[489, 989, 734, 997]
headline-gaibandha[interactable]: গায়েবানা জানাজায় পুলিশের বাধা bbox=[540, 44, 682, 56]
notice-cell-value: নির্বাহী প্রকৌশলী, সড়ক বিভাগ, বরিশাল bbox=[591, 929, 733, 937]
story-gopalganj bbox=[8, 44, 316, 222]
government-notice bbox=[484, 814, 738, 1088]
section-rule bbox=[8, 852, 316, 853]
section-rule bbox=[324, 516, 476, 517]
notice-row bbox=[489, 967, 734, 975]
facebook-link[interactable]: f /DailyJugantor bbox=[78, 26, 121, 32]
signature-title: নির্বাহী প্রকৌশলী bbox=[693, 1069, 724, 1074]
masthead bbox=[8, 6, 738, 40]
headline-isha-kha[interactable]: ঈশা খাঁর শৌর্য-বীর্যের সাক্ষী রোয়াইলবাড়ি bbox=[521, 308, 701, 320]
notice-cell-sl: ০৩ bbox=[489, 929, 500, 937]
kicker-jamaat: (শেষ পৃষ্ঠার পর) bbox=[146, 453, 178, 460]
